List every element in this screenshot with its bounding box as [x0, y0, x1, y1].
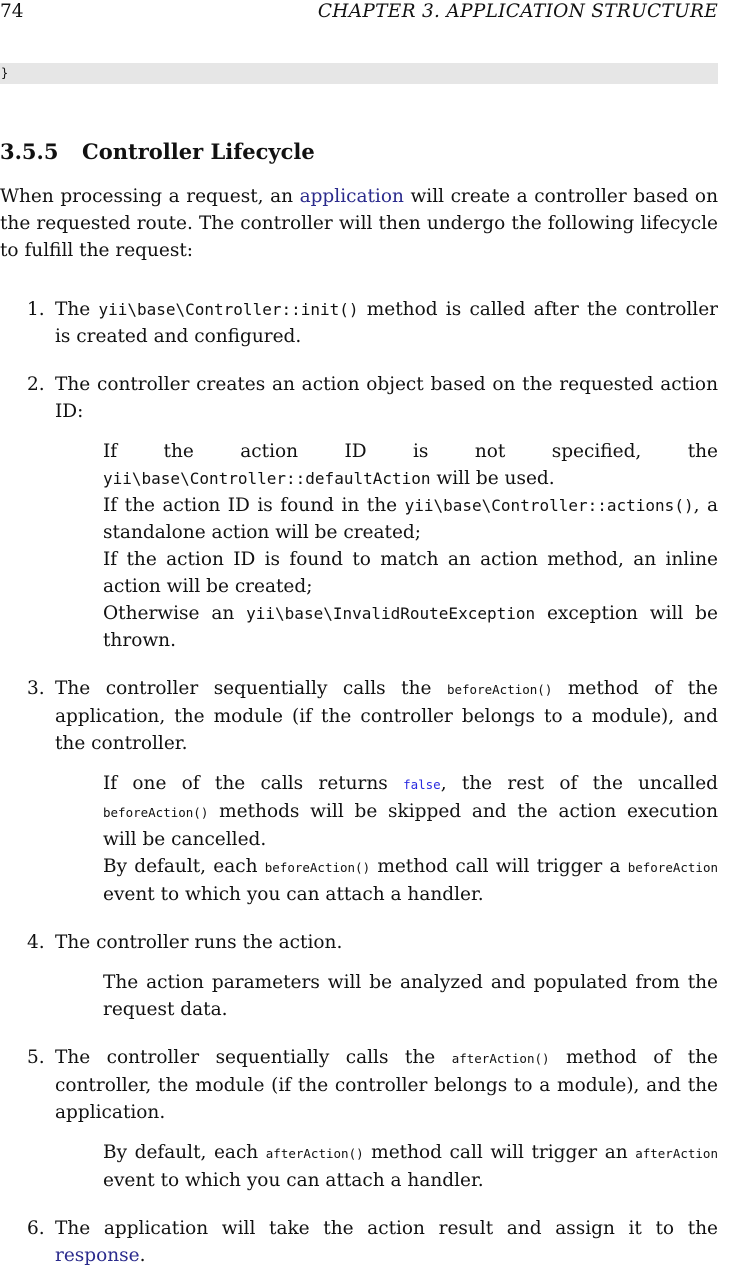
application-link[interactable]: application — [299, 186, 404, 207]
code-block — [0, 63, 718, 84]
section-title: Controller Lifecycle — [82, 139, 315, 164]
intro-paragraph: When processing a request, an application will create a controller based on the requested route. The controller will then undergo the following lifecycle to fulfill the request: — [0, 186, 718, 261]
code-line: } — [1, 66, 9, 80]
sub-line: Otherwise an yii\base\InvalidRouteException exception will be thrown. — [103, 603, 718, 651]
sub-line: If one of the calls returns false, the rest of the uncalled beforeAction() methods will be skipped and the action execution will be cancelled. — [103, 773, 718, 850]
inline-code: yii\base\Controller::defaultAction — [103, 469, 431, 488]
sub-line: If the action ID is found to match an action method, an inline action will be created; — [103, 549, 718, 597]
running-title: CHAPTER 3. APPLICATION STRUCTURE — [317, 1, 718, 22]
lifecycle-list — [0, 296, 718, 1269]
sub-block — [55, 438, 718, 654]
section-heading — [0, 138, 315, 166]
page-number: 74 — [0, 1, 24, 22]
inline-code: beforeAction() — [264, 860, 371, 875]
list-item: 1. The yii\base\Controller::init() method is called after the controller is created and configured. — [27, 299, 718, 347]
inline-code: afterAction() — [451, 1051, 550, 1066]
sub-block — [55, 770, 718, 908]
list-item: 6. The application will take the action result and assign it to the response. — [27, 1218, 718, 1266]
inline-code: beforeAction() — [446, 682, 553, 697]
sub-line: By default, each afterAction() method call will trigger an afterAction event to which you can attach a handler. — [103, 1142, 718, 1191]
inline-code: beforeAction — [627, 860, 718, 875]
response-link[interactable]: response — [55, 1245, 140, 1266]
list-item: 5. The controller sequentially calls the afterAction() method of the controller, the module (if the controller belongs to a module), and the application. By default, each afterAction() method call will trigger an afterAction event to which you can attach a handler. — [0, 1044, 718, 1194]
list-item: 4. The controller runs the action. The action parameters will be analyzed and populated from the request data. — [0, 929, 718, 1023]
sub-line: The action parameters will be analyzed and populated from the request data. — [103, 972, 718, 1020]
list-item: 3. The controller sequentially calls the beforeAction() method of the application, the module (if the controller belongs to a module), and the controller. If one of the calls returns false, the rest of the uncalled beforeAction() methods will be skipped and the action execution will be cancelled. By default, each beforeAction() method call will trigger a beforeAction event to which you can attach a handler. — [0, 675, 718, 908]
section-number: 3.5.5 — [0, 139, 59, 164]
sub-block — [55, 969, 718, 1023]
running-header — [0, 0, 718, 24]
inline-code: beforeAction() — [103, 805, 209, 820]
inline-code: afterAction() — [265, 1146, 364, 1161]
sub-line: If the action ID is found in the yii\base\Controller::actions(), a standalone action will be created; — [103, 495, 718, 543]
sub-block — [55, 1139, 718, 1194]
inline-code-keyword: false — [403, 777, 441, 792]
inline-code: yii\base\Controller::actions() — [404, 496, 694, 515]
sub-line: If the action ID is not specified, the yii\base\Controller::defaultAction will be used. — [103, 441, 718, 489]
sub-line: By default, each beforeAction() method call will trigger a beforeAction event to which you can attach a handler. — [103, 856, 718, 905]
inline-code: afterAction — [635, 1146, 718, 1161]
list-item: 2. The controller creates an action object based on the requested action ID: If the action ID is not specified, the yii\base\Controller::defaultAction will be used. If the action ID is found in the yii\base\Controller::actions(), a standalone action will be created; If the action ID is found to match an action method, an inline action will be created; Otherwise an yii\base\InvalidRouteException exception will be thrown. — [0, 371, 718, 654]
inline-code: yii\base\Controller::init() — [98, 300, 359, 319]
inline-code: yii\base\InvalidRouteException — [246, 604, 536, 623]
